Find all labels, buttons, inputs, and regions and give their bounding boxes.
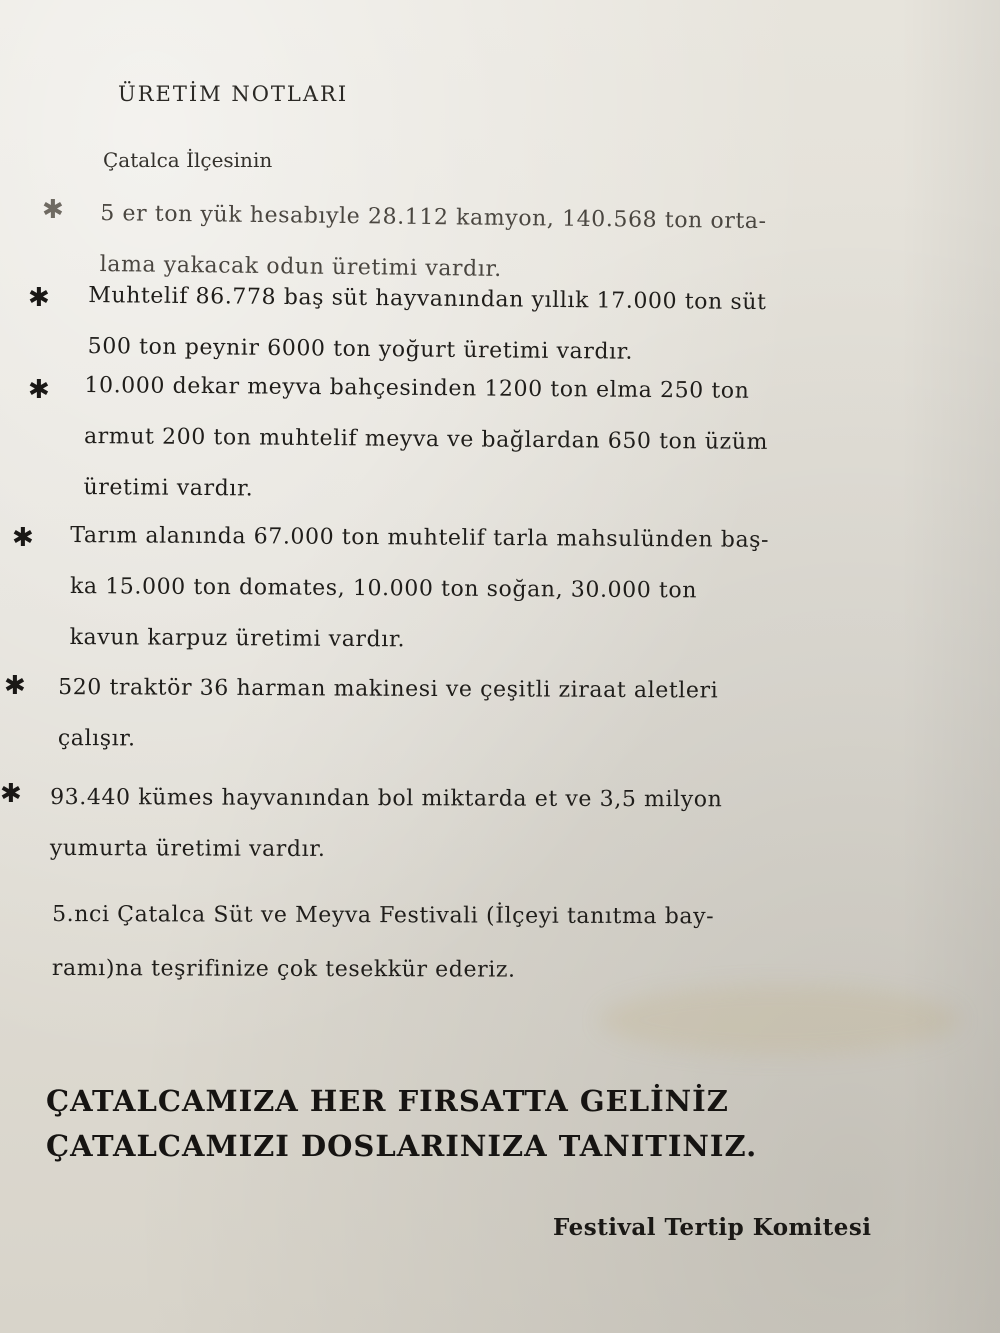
bullet-star-icon: ✱ xyxy=(28,283,50,313)
festival-line: ramı)na teşrifinize çok tesekkür ederiz. xyxy=(51,955,516,983)
intro-line: Çatalca İlçesinin xyxy=(103,148,273,172)
item-line: lama yakacak odun üretimi vardır. xyxy=(99,251,502,282)
bullet-star-icon: ✱ xyxy=(42,195,64,225)
item-line: 520 traktör 36 harman makinesi ve çeşitli ziraat aletleri xyxy=(58,675,719,704)
item-line: üretimi vardır. xyxy=(83,474,254,502)
item-line: 93.440 kümes hayvanından bol miktarda et ve 3,5 milyon xyxy=(50,785,723,813)
item-line: 5 er ton yük hesabıyle 28.112 kamyon, 140.568 ton orta- xyxy=(100,201,767,235)
production-item xyxy=(69,510,769,668)
item-line: 10.000 dekar meyva bahçesinden 1200 ton elma 250 ton xyxy=(84,373,750,404)
festival-line: 5.nci Çatalca Süt ve Meyva Festivali (İlçeyi tanıtma bay- xyxy=(52,902,715,930)
item-line: yumurta üretimi vardır. xyxy=(49,835,326,862)
document-heading: ÜRETİM NOTLARI xyxy=(118,82,349,106)
paper-shadow xyxy=(900,0,1000,1333)
production-item xyxy=(83,360,768,519)
festival-thanks xyxy=(52,888,714,998)
item-line: Muhtelif 86.778 baş süt hayvanından yıllık 17.000 ton süt xyxy=(88,283,767,316)
bullet-star-icon: ✱ xyxy=(12,523,34,553)
item-line: ka 15.000 ton domates, 10.000 ton soğan, 30.000 ton xyxy=(69,574,698,604)
item-line: kavun karpuz üretimi vardır. xyxy=(69,624,406,653)
closing-slogan-2: ÇATALCAMIZI DOSLARINIZA TANITINIZ. xyxy=(46,1129,758,1163)
bullet-star-icon: ✱ xyxy=(0,779,22,809)
production-item xyxy=(58,662,719,767)
signature: Festival Tertip Komitesi xyxy=(553,1214,872,1241)
bullet-star-icon: ✱ xyxy=(4,671,26,701)
closing-slogan-1: ÇATALCAMIZA HER FIRSATTA GELİNİZ xyxy=(46,1084,729,1118)
item-line: çalışır. xyxy=(57,725,136,752)
bullet-star-icon: ✱ xyxy=(28,375,50,405)
item-line: 500 ton peynir 6000 ton yoğurt üretimi vardır. xyxy=(87,333,634,365)
item-line: armut 200 ton muhtelif meyva ve bağlardan 650 ton üzüm xyxy=(83,424,769,455)
item-line: Tarım alanında 67.000 ton muhtelif tarla mahsulünden baş- xyxy=(70,523,770,553)
production-item xyxy=(50,772,723,876)
